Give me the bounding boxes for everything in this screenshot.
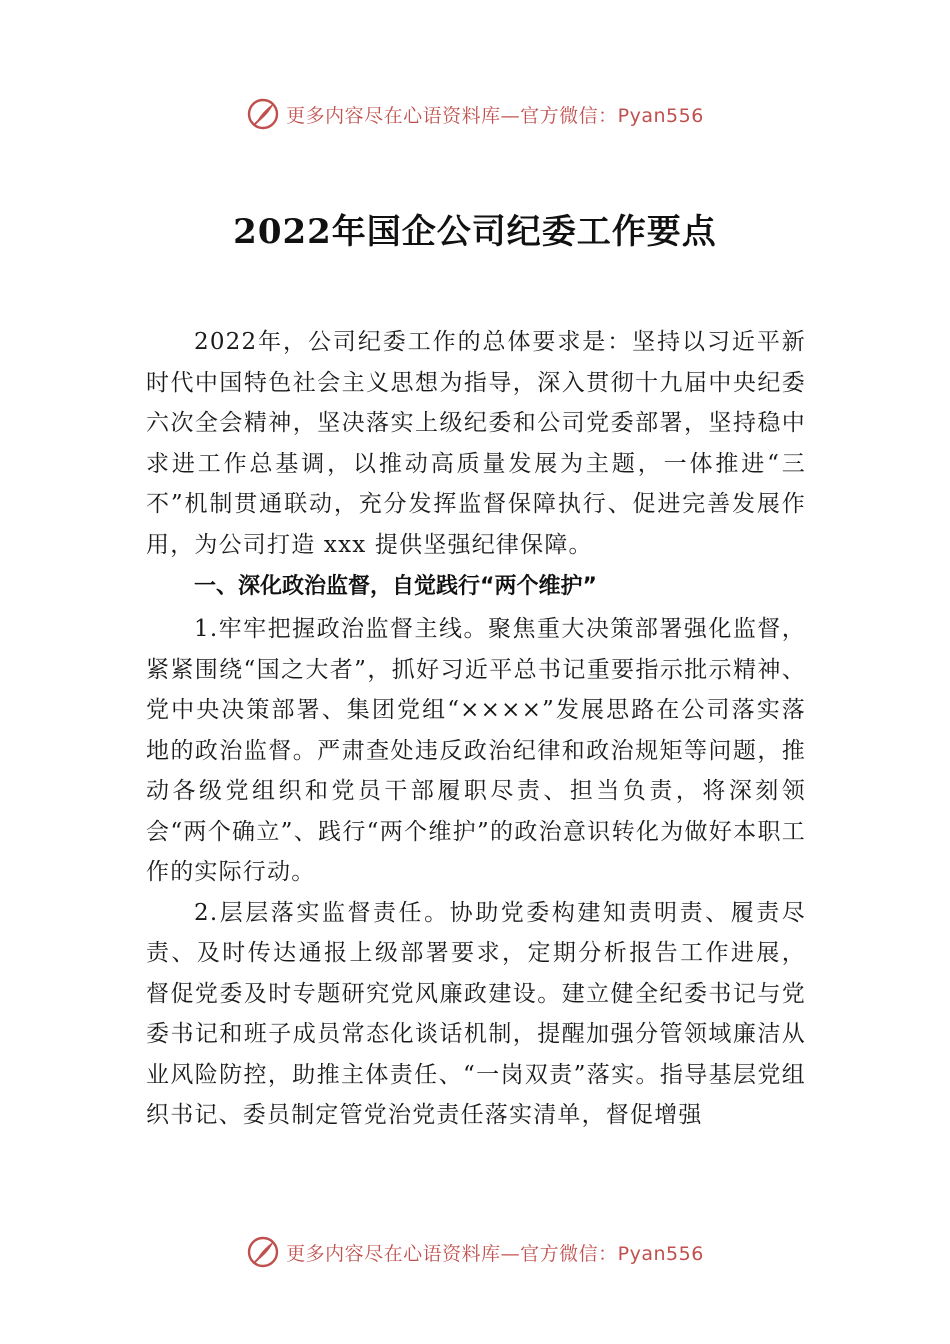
document-body	[146, 322, 806, 1136]
intro-paragraph: 2022年，公司纪委工作的总体要求是：坚持以习近平新时代中国特色社会主义思想为指导，深入贯彻十九届中央纪委六次全会精神，坚决落实上级纪委和公司党委部署，坚持稳中求进工作总基调，以推动高质量发展为主题，一体推进“三不”机制贯通联动，充分发挥监督保障执行、促进完善发展作用，为公司打造 xxx 提供坚强纪律保障。	[146, 329, 806, 558]
quill-logo-icon	[246, 1235, 280, 1269]
section-heading-1: 一、深化政治监督，自觉践行“两个维护”	[194, 574, 597, 599]
wechat-id: Pyan556	[617, 1242, 704, 1265]
quill-logo-icon	[246, 97, 280, 131]
item-paragraph-1: 1.牢牢把握政治监督主线。聚焦重大决策部署强化监督，紧紧围绕“国之大者”，抓好习近平总书记重要指示批示精神、党中央决策部署、集团党组“××××”发展思路在公司落实落地的政治监督。严肃查处违反政治纪律和政治规矩等问题，推动各级党组织和党员干部履职尽责、担当负责，将深刻领会“两个确立”、践行“两个维护”的政治意识转化为做好本职工作的实际行动。	[146, 616, 806, 885]
wechat-id: Pyan556	[617, 104, 704, 127]
watermark-text: 更多内容尽在心语资料库—官方微信：Pyan556	[286, 1242, 704, 1265]
watermark-text: 更多内容尽在心语资料库—官方微信：Pyan556	[286, 104, 704, 127]
watermark-banner-bottom	[0, 1232, 950, 1272]
item-paragraph-2: 2.层层落实监督责任。协助党委构建知责明责、履责尽责、及时传达通报上级部署要求，定期分析报告工作进展， 督促党委及时专题研究党风廉政建设。建立健全纪委书记与党委书记和班子成员常态化谈话机制，提醒加强分管领域廉洁从业风险防控，助推主体责任、“一岗双责”落实。指导基层党组织书记、委员制定管党治党责任落实清单，督促增强	[146, 899, 806, 1128]
watermark-banner-top	[0, 94, 950, 134]
document-title: 2022年国企公司纪委工作要点	[233, 212, 717, 252]
